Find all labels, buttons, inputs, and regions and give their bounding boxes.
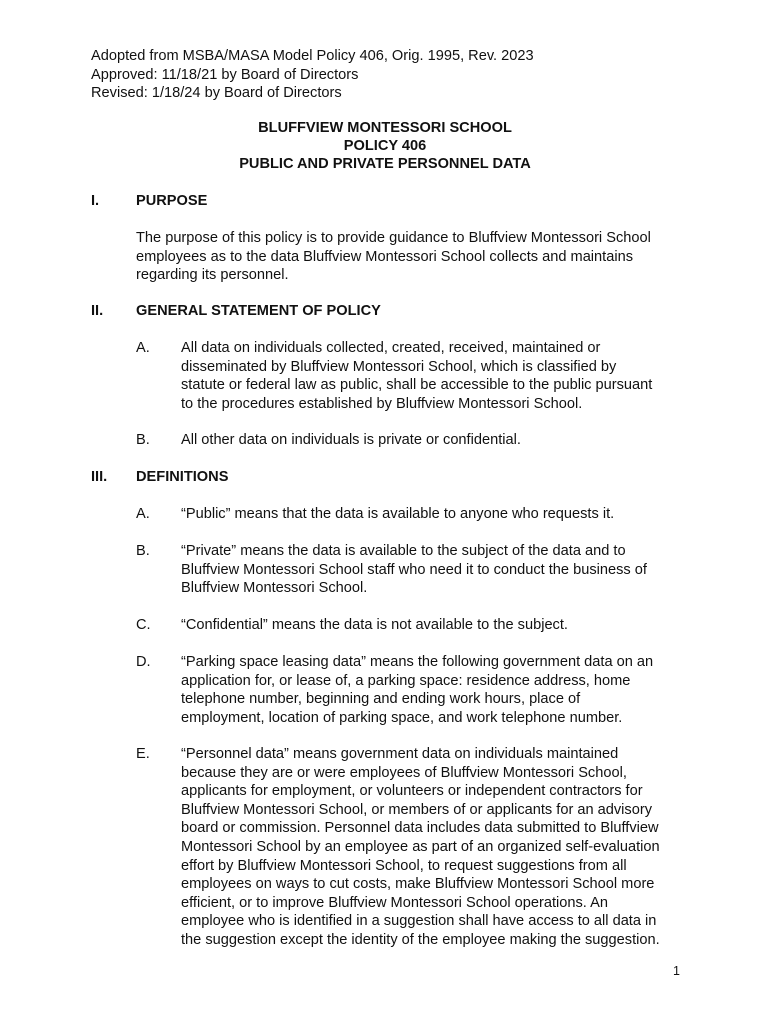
item-line: Montessori School by an employee as part of an organized self-evaluation (181, 838, 660, 855)
paragraph-line: regarding its personnel. (136, 267, 289, 284)
item-letter: E. (136, 746, 150, 762)
definition-personnel-text (181, 745, 701, 950)
item-line: employees on ways to cut costs, make Bluffview Montessori School more (181, 876, 655, 893)
header-approved-line: Approved: 11/18/21 by Board of Directors (91, 67, 359, 83)
item-line: “Personnel data” means government data on individuals maintained (181, 746, 619, 762)
item-line: “Public” means that the data is available to anyone who requests it. (181, 506, 615, 522)
item-line: employment, location of parking space, and work telephone number. (181, 709, 623, 726)
item-line: statute or federal law as public, shall be accessible to the public pursuant (181, 377, 653, 394)
page-number: 1 (673, 964, 680, 978)
definition-public-text (181, 505, 701, 524)
item-line: All other data on individuals is private or confidential. (181, 432, 521, 448)
paragraph-line: The purpose of this policy is to provide guidance to Bluffview Montessori School (136, 230, 651, 246)
item-line: effort by Bluffview Montessori School, to request suggestions from all (181, 857, 627, 874)
item-line: disseminated by Bluffview Montessori School, which is classified by (181, 358, 617, 375)
item-line: Bluffview Montessori School. (181, 580, 368, 597)
item-letter: B. (136, 543, 150, 559)
definition-parking-text (181, 653, 701, 727)
item-line: efficient, or to improve Bluffview Montessori School operations. An (181, 894, 608, 911)
item-line: “Confidential” means the data is not available to the subject. (181, 617, 568, 633)
title-school-name: BLUFFVIEW MONTESSORI SCHOOL (258, 120, 512, 136)
section-number: II. (91, 303, 104, 319)
policy-item-b-text (181, 431, 701, 450)
item-line: Bluffview Montessori School staff who need it to conduct the business of (181, 561, 647, 578)
item-line: because they are or were employees of Bluffview Montessori School, (181, 764, 627, 781)
definition-confidential-text (181, 616, 701, 635)
item-line: to the procedures established by Bluffview Montessori School. (181, 395, 583, 412)
paragraph-line: employees as to the data Bluffview Montessori School collects and maintains (136, 248, 633, 265)
item-line: board or commission. Personnel data includes data submitted to Bluffview (181, 820, 659, 837)
item-line: All data on individuals collected, created, received, maintained or (181, 340, 601, 356)
item-letter: C. (136, 617, 151, 633)
item-line: application for, or lease of, a parking space: residence address, home (181, 672, 631, 689)
item-letter: B. (136, 432, 150, 448)
item-letter: A. (136, 340, 150, 356)
section-number: III. (91, 469, 108, 485)
title-policy-number: POLICY 406 (343, 138, 427, 154)
section-title-general-statement: GENERAL STATEMENT OF POLICY (136, 303, 381, 319)
section-number: I. (91, 193, 100, 209)
item-line: telephone number, beginning and ending work hours, place of (181, 691, 581, 708)
item-line: the suggestion except the identity of the employee making the suggestion. (181, 931, 660, 948)
policy-item-a-text (181, 339, 701, 413)
purpose-paragraph (136, 229, 696, 285)
definition-private-text (181, 542, 701, 598)
section-title-definitions: DEFINITIONS (136, 469, 229, 485)
header-revised-line: Revised: 1/18/24 by Board of Directors (91, 85, 342, 101)
item-line: Bluffview Montessori School, or members of or applicants for an advisory (181, 801, 652, 818)
header-adopted-line: Adopted from MSBA/MASA Model Policy 406, Orig. 1995, Rev. 2023 (91, 48, 534, 64)
item-line: employee who is identified in a suggestion shall have access to all data in (181, 913, 657, 930)
section-title-purpose: PURPOSE (136, 193, 208, 209)
item-line: applicants for employment, or volunteers or independent contractors for (181, 783, 643, 800)
item-letter: D. (136, 654, 151, 670)
item-line: “Private” means the data is available to the subject of the data and to (181, 543, 626, 559)
item-line: “Parking space leasing data” means the following government data on an (181, 654, 654, 670)
item-letter: A. (136, 506, 150, 522)
title-policy-name: PUBLIC AND PRIVATE PERSONNEL DATA (239, 156, 531, 172)
